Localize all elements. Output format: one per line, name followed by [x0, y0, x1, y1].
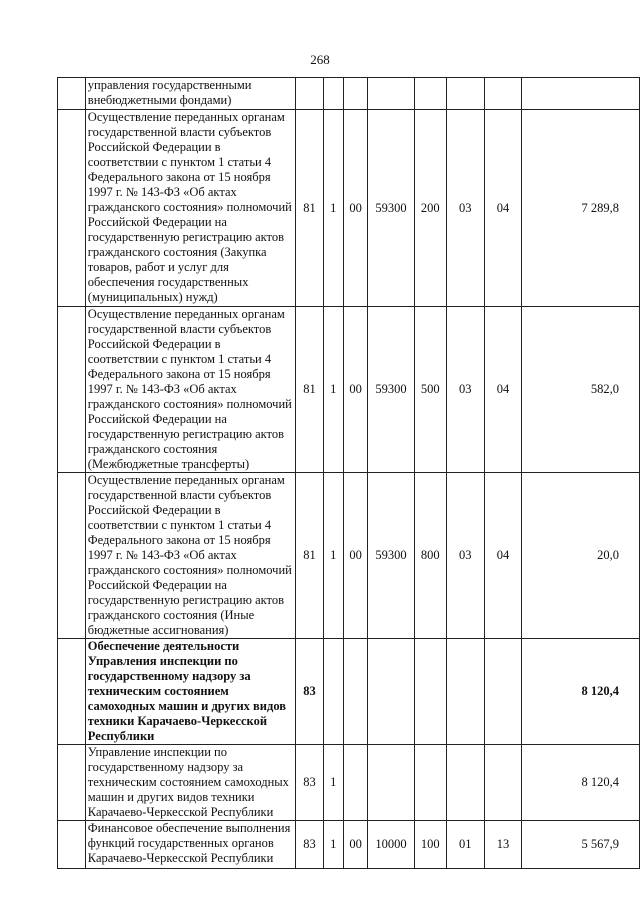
expense-type-cell: 800 [414, 473, 446, 639]
budget-table-body [58, 78, 640, 869]
amount-cell: 582,0 [522, 307, 640, 473]
row-marker-cell [58, 639, 86, 745]
expense-type-cell: 100 [414, 821, 446, 869]
description-cell: Осуществление переданных органам государственной власти субъектов Российской Федерации в соответствии с пунктом 1 статьи 4 Федерального закона от 15 ноября 1997 г. № 143-ФЗ «Об актах гражданского состояния» полномочий Российской Федерации на государственную регистрацию актов гражданского состояния (Межбюджетные трансферты) [85, 307, 296, 473]
ministry-code-cell [296, 78, 323, 110]
subprogram-code-cell: 00 [343, 307, 367, 473]
amount-cell: 20,0 [522, 473, 640, 639]
row-marker-cell [58, 78, 86, 110]
chapter-code-cell [446, 639, 484, 745]
program-code-cell: 1 [323, 821, 343, 869]
chapter-code-cell: 03 [446, 307, 484, 473]
expense-type-cell [414, 639, 446, 745]
subsection-code-cell [484, 78, 522, 110]
program-code-cell: 1 [323, 473, 343, 639]
subprogram-code-cell: 00 [343, 110, 367, 307]
program-code-cell: 1 [323, 110, 343, 307]
target-code-cell: 59300 [368, 110, 414, 307]
amount-cell [522, 78, 640, 110]
target-code-cell: 59300 [368, 473, 414, 639]
program-code-cell [323, 639, 343, 745]
target-code-cell [368, 745, 414, 821]
subprogram-code-cell: 00 [343, 821, 367, 869]
page-number: 268 [310, 52, 330, 67]
target-code-cell: 10000 [368, 821, 414, 869]
subprogram-code-cell [343, 78, 367, 110]
table-row [58, 473, 640, 639]
table-row [58, 78, 640, 110]
chapter-code-cell: 01 [446, 821, 484, 869]
description-cell: Осуществление переданных органам государственной власти субъектов Российской Федерации в соответствии с пунктом 1 статьи 4 Федерального закона от 15 ноября 1997 г. № 143-ФЗ «Об актах гражданского состояния» полномочий Российской Федерации на государственную регистрацию актов гражданского состояния (Иные бюджетные ассигнования) [85, 473, 296, 639]
expense-type-cell [414, 78, 446, 110]
expense-type-cell [414, 745, 446, 821]
expense-type-cell: 500 [414, 307, 446, 473]
subprogram-code-cell [343, 639, 367, 745]
amount-cell: 5 567,9 [522, 821, 640, 869]
subsection-code-cell: 13 [484, 821, 522, 869]
row-marker-cell [58, 307, 86, 473]
ministry-code-cell: 83 [296, 821, 323, 869]
description-cell: Обеспечение деятельности Управления инспекции по государственному надзору за техническим состоянием самоходных машин и других видов техники Карачаево-Черкесской Республики [85, 639, 296, 745]
amount-cell: 8 120,4 [522, 745, 640, 821]
chapter-code-cell: 03 [446, 473, 484, 639]
ministry-code-cell: 83 [296, 745, 323, 821]
subsection-code-cell: 04 [484, 307, 522, 473]
row-marker-cell [58, 745, 86, 821]
row-marker-cell [58, 821, 86, 869]
description-cell: Финансовое обеспечение выполнения функций государственных органов Карачаево-Черкесской Республики [85, 821, 296, 869]
target-code-cell: 59300 [368, 307, 414, 473]
subsection-code-cell: 04 [484, 110, 522, 307]
ministry-code-cell: 81 [296, 110, 323, 307]
ministry-code-cell: 83 [296, 639, 323, 745]
chapter-code-cell [446, 78, 484, 110]
ministry-code-cell: 81 [296, 307, 323, 473]
subsection-code-cell [484, 639, 522, 745]
subprogram-code-cell [343, 745, 367, 821]
table-row [58, 821, 640, 869]
subsection-code-cell [484, 745, 522, 821]
table-row [58, 639, 640, 745]
program-code-cell: 1 [323, 745, 343, 821]
table-row [58, 110, 640, 307]
program-code-cell [323, 78, 343, 110]
subsection-code-cell: 04 [484, 473, 522, 639]
expense-type-cell: 200 [414, 110, 446, 307]
description-cell: управления государственными внебюджетными фондами) [85, 78, 296, 110]
subprogram-code-cell: 00 [343, 473, 367, 639]
row-marker-cell [58, 473, 86, 639]
row-marker-cell [58, 110, 86, 307]
amount-cell: 7 289,8 [522, 110, 640, 307]
ministry-code-cell: 81 [296, 473, 323, 639]
table-row [58, 307, 640, 473]
chapter-code-cell [446, 745, 484, 821]
target-code-cell [368, 78, 414, 110]
program-code-cell: 1 [323, 307, 343, 473]
amount-cell: 8 120,4 [522, 639, 640, 745]
table-row [58, 745, 640, 821]
description-cell: Осуществление переданных органам государственной власти субъектов Российской Федерации в соответствии с пунктом 1 статьи 4 Федерального закона от 15 ноября 1997 г. № 143-ФЗ «Об актах гражданского состояния» полномочий Российской Федерации на государственную регистрацию актов гражданского состояния (Закупка товаров, работ и услуг для обеспечения государственных (муниципальных) нужд) [85, 110, 296, 307]
target-code-cell [368, 639, 414, 745]
budget-table [57, 77, 640, 869]
chapter-code-cell: 03 [446, 110, 484, 307]
description-cell: Управление инспекции по государственному надзору за техническим состоянием самоходных машин и других видов техники Карачаево-Черкесской Республики [85, 745, 296, 821]
